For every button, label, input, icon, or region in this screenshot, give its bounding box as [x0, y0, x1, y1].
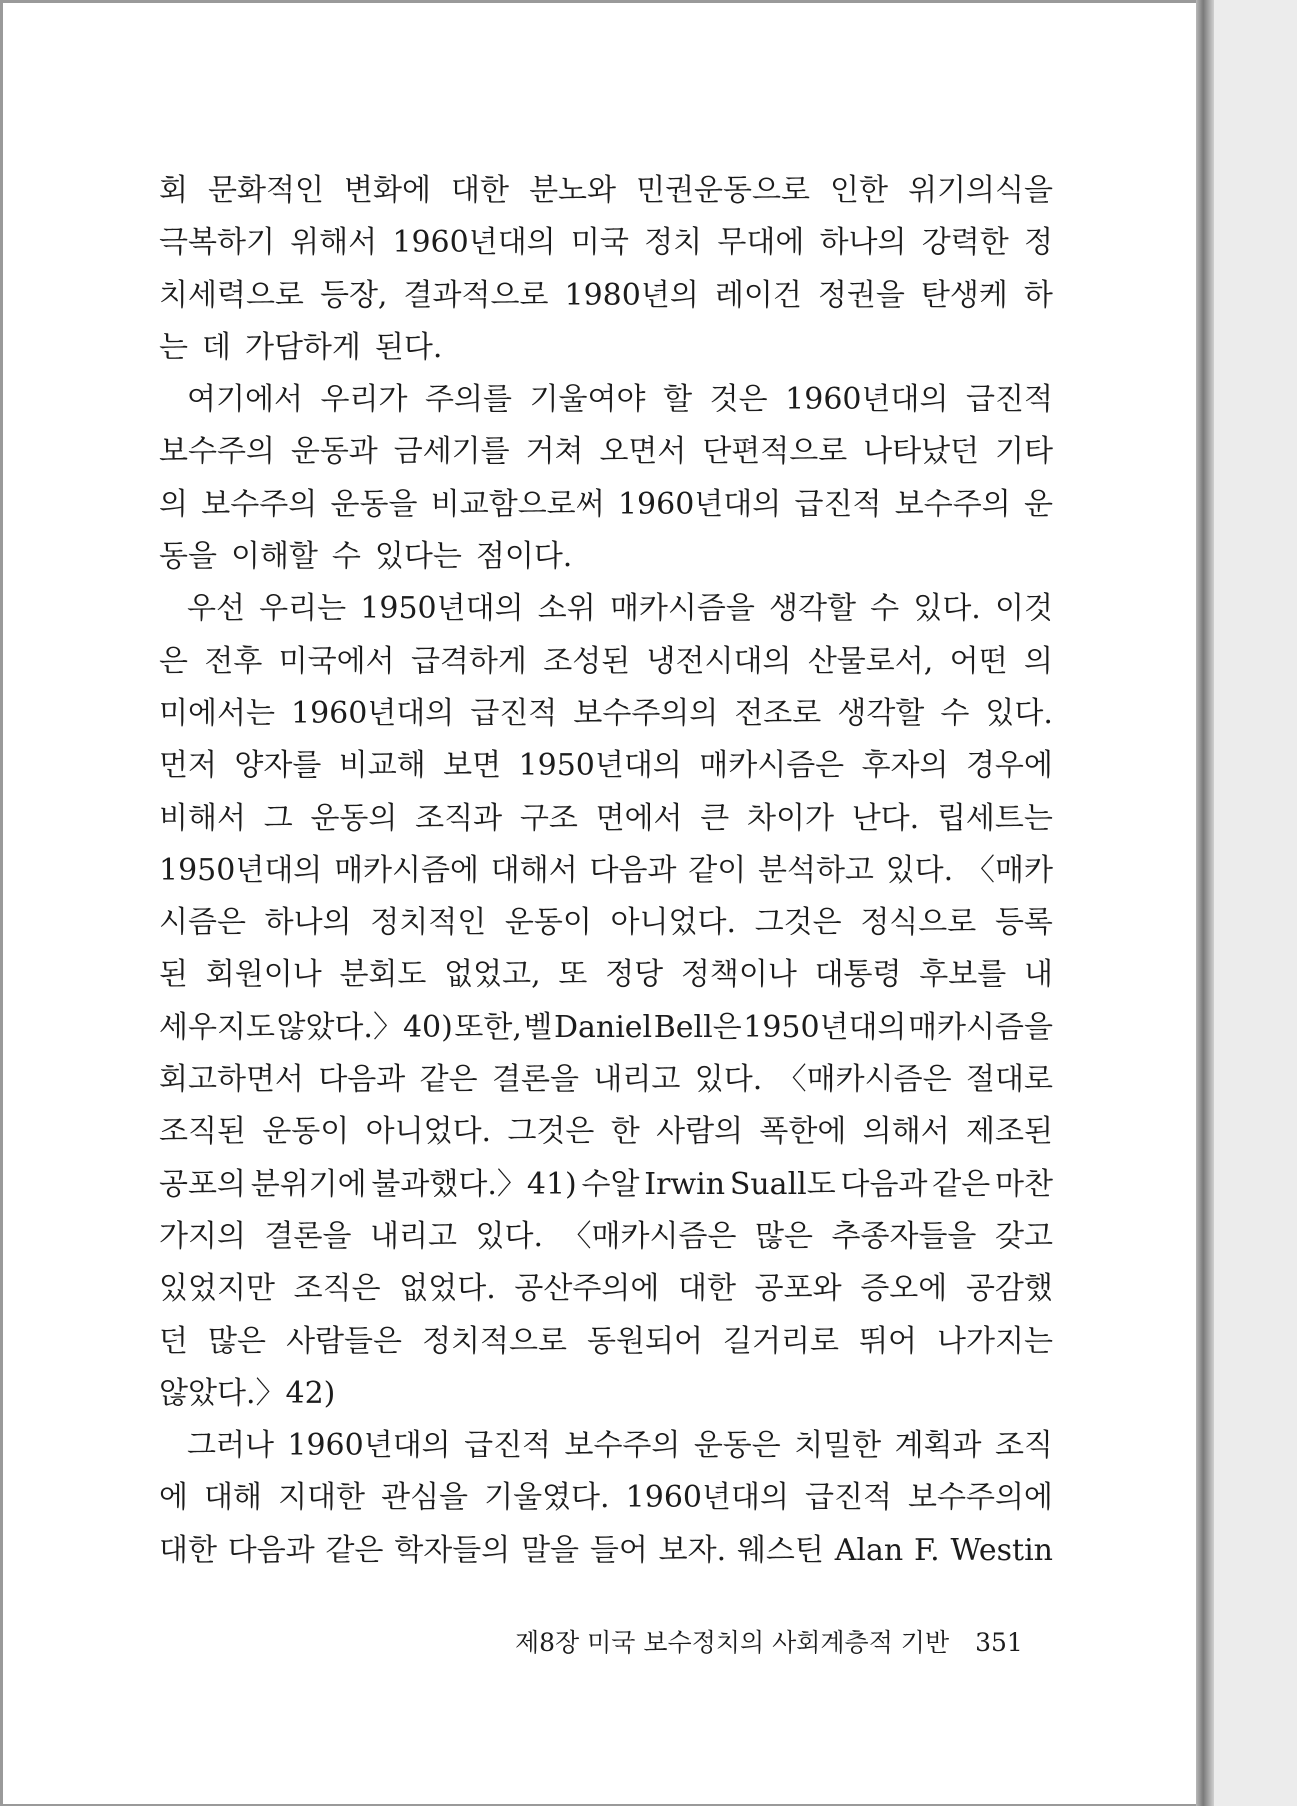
- word: 대한: [451, 173, 510, 208]
- word: 회고하면서: [159, 1062, 304, 1098]
- word: 매카시즘은: [699, 748, 845, 784]
- word: 폭한에: [759, 1114, 847, 1150]
- word: 많은: [208, 1323, 267, 1359]
- word: 극복하기: [159, 225, 275, 261]
- word: 회: [159, 173, 188, 208]
- word: 치세력으로: [159, 277, 304, 313]
- text-line: [159, 793, 1053, 845]
- text-line: [159, 1054, 1053, 1106]
- word: 지대한: [278, 1480, 366, 1516]
- word: 구조: [519, 800, 578, 836]
- word: 계획과: [894, 1428, 982, 1464]
- word: 있었지만: [159, 1271, 275, 1307]
- word: 1950년대의: [360, 591, 524, 627]
- word: 경우에: [965, 748, 1053, 784]
- word: 결론을: [264, 1218, 352, 1254]
- word: 이해할: [230, 539, 318, 575]
- word: 여기에서: [187, 382, 303, 418]
- word: 급진적: [470, 695, 558, 731]
- word: 또한,: [454, 1009, 522, 1045]
- word: 마찬: [994, 1166, 1053, 1202]
- word: 매카시즘에: [334, 852, 479, 888]
- word: 다음과: [227, 1532, 315, 1568]
- running-footer: [515, 1623, 1023, 1659]
- word: 운동의: [310, 800, 398, 836]
- word: 들어: [589, 1532, 648, 1568]
- word: Bell은: [653, 1009, 742, 1045]
- word: 사람들은: [286, 1323, 402, 1359]
- word: 기울였다.: [484, 1480, 610, 1516]
- page-number: 351: [975, 1628, 1023, 1657]
- word: 립세트는: [936, 800, 1053, 836]
- word: 수알: [581, 1166, 640, 1202]
- word: 운동이: [262, 1114, 350, 1150]
- word: F.: [913, 1532, 940, 1568]
- word: 보면: [443, 748, 502, 784]
- word: 기울여야: [529, 382, 646, 418]
- word: 정치적인: [370, 905, 487, 941]
- word: 전후: [204, 643, 263, 679]
- word: 대해서: [490, 852, 578, 888]
- word: 길거리로: [723, 1323, 839, 1359]
- word: 급진적: [794, 486, 882, 522]
- word: 1960년대의: [392, 225, 556, 261]
- word: 수: [870, 591, 900, 627]
- word: 같은: [932, 1166, 991, 1202]
- word: 않았다.〉42): [159, 1375, 336, 1411]
- word: 세우지도: [159, 1009, 275, 1045]
- word: 있다.: [475, 1218, 543, 1254]
- text-line: [159, 165, 1053, 217]
- word: 강력한: [921, 225, 1009, 261]
- text-line: [159, 1211, 1053, 1263]
- word: 벨: [523, 1009, 553, 1045]
- word: 하: [1023, 277, 1053, 313]
- word: 다음과: [318, 1062, 406, 1098]
- word: 급격하게: [410, 643, 527, 679]
- word: 1960년대의: [287, 1428, 451, 1464]
- word: 인한: [830, 173, 889, 208]
- word: 내리고: [370, 1218, 457, 1254]
- word: 결론을: [492, 1062, 579, 1098]
- word: 수: [940, 695, 970, 731]
- word: 말을: [521, 1532, 580, 1568]
- word: 대한: [678, 1271, 736, 1307]
- word: 정당: [605, 957, 664, 993]
- text-line: [159, 217, 1053, 269]
- word: 아니었다.: [365, 1114, 492, 1150]
- text-line: [159, 531, 1053, 583]
- word: 않았다.〉40): [276, 1009, 453, 1045]
- word: 있다.: [985, 695, 1053, 731]
- word: 소위: [537, 591, 596, 627]
- word: 미국: [570, 225, 629, 261]
- word: 〈매카시즘은: [776, 1062, 952, 1098]
- word: 생각할: [769, 591, 856, 627]
- word: 운동과: [290, 434, 378, 470]
- word: 이것: [995, 591, 1053, 627]
- text-line: [159, 688, 1053, 740]
- word: 된다.: [374, 329, 443, 365]
- text-line: [159, 426, 1053, 478]
- word: 큰: [700, 800, 730, 836]
- word: 급진적: [464, 1428, 552, 1464]
- text-line: [159, 1368, 1053, 1420]
- word: 운동은: [693, 1428, 781, 1464]
- word: 위기의식을: [908, 173, 1053, 208]
- text-line: [159, 1472, 1053, 1524]
- word: 난다.: [851, 800, 920, 836]
- text-line: [159, 374, 1053, 426]
- word: 아니었다.: [610, 905, 736, 941]
- word: 던: [159, 1323, 188, 1359]
- word: 1980년의: [564, 277, 699, 313]
- word: 분노와: [529, 173, 617, 208]
- word: 보수주의의: [573, 695, 719, 731]
- text-line: [159, 1525, 1053, 1577]
- word: 분위기에: [250, 1166, 367, 1202]
- word: 나타났던: [863, 434, 980, 470]
- word: 양자를: [234, 748, 322, 784]
- word: Suall도: [729, 1166, 836, 1202]
- text-line: [159, 1263, 1053, 1315]
- word: 조직과: [415, 800, 503, 836]
- text-line: [159, 1002, 1053, 1054]
- page-edge: [1196, 0, 1214, 1806]
- text-line: [159, 270, 1053, 322]
- word: 등장,: [319, 277, 388, 313]
- word: 분회도: [339, 957, 427, 993]
- word: 1960년대의: [785, 382, 949, 418]
- word: 같이: [688, 852, 747, 888]
- word: 치밀한: [794, 1428, 882, 1464]
- word: 등록: [994, 905, 1053, 941]
- word: 생각할: [837, 695, 925, 731]
- word: 그것은: [754, 905, 842, 941]
- word: 회원이나: [205, 957, 322, 993]
- word: 공산주의에: [514, 1271, 660, 1307]
- word: Alan: [834, 1532, 904, 1568]
- word: 조직: [994, 1428, 1053, 1464]
- word: 뛰어: [859, 1323, 917, 1359]
- word: 1950년대의: [743, 1009, 907, 1045]
- word: 후자의: [861, 748, 949, 784]
- word: 있다.: [694, 1062, 763, 1098]
- word: 있다.: [913, 591, 981, 627]
- word: 불과했다.〉41): [371, 1166, 577, 1202]
- word: 한: [610, 1114, 640, 1150]
- text-line: [159, 322, 1053, 374]
- word: 차이가: [747, 800, 834, 836]
- word: 운동이: [504, 905, 592, 941]
- word: 무대에: [717, 225, 805, 261]
- word: 운동을: [330, 486, 418, 522]
- chapter-title: 제8장 미국 보수정치의 사회계층적 기반: [515, 1628, 950, 1657]
- word: 같은: [419, 1062, 478, 1098]
- word: 에: [159, 1480, 188, 1516]
- word: 비교함으로써: [430, 486, 605, 522]
- word: 기타: [995, 434, 1053, 470]
- word: 같은: [325, 1532, 384, 1568]
- word: 금세기를: [393, 434, 510, 470]
- word: 1960년대의: [625, 1480, 789, 1516]
- word: 그: [263, 800, 293, 836]
- word: 냉전시대의: [646, 643, 792, 679]
- word: 조직된: [159, 1114, 246, 1150]
- word: 분석하고: [757, 852, 874, 888]
- word: 하나의: [819, 225, 907, 261]
- word: 위해서: [290, 225, 378, 261]
- word: 다음과: [840, 1166, 928, 1202]
- word: Irwin: [644, 1166, 726, 1202]
- word: 정책이나: [680, 957, 797, 993]
- word: 보수주의: [159, 434, 275, 470]
- word: 또: [558, 957, 588, 993]
- word: 비해서: [159, 800, 246, 836]
- word: 1960년대의: [290, 695, 455, 731]
- word: 먼저: [159, 748, 217, 784]
- word: 전조로: [734, 695, 822, 731]
- word: 증오에: [860, 1271, 948, 1307]
- word: 수: [331, 539, 361, 575]
- word: 조성된: [543, 643, 631, 679]
- word: 가지의: [159, 1218, 246, 1254]
- word: 동원되어: [587, 1323, 703, 1359]
- word: 주의를: [425, 382, 512, 418]
- word: 매카시즘을: [908, 1009, 1053, 1045]
- word: 할: [663, 382, 693, 418]
- word: 비교해: [338, 748, 426, 784]
- word: 레이건: [714, 277, 802, 313]
- word: 없었고,: [444, 957, 541, 993]
- text-line: [159, 636, 1053, 688]
- word: 웨스틴: [736, 1532, 824, 1568]
- word: 그것은: [507, 1114, 595, 1150]
- word: 1950년대의: [518, 748, 682, 784]
- word: 1960년대의: [617, 486, 782, 522]
- word: 정권을: [817, 277, 905, 313]
- word: 급진적: [966, 382, 1053, 418]
- word: 보수주의: [564, 1428, 681, 1464]
- word: 것은: [709, 382, 768, 418]
- word: 제조된: [966, 1114, 1053, 1150]
- word: 다음과: [589, 852, 677, 888]
- word: 보수주의: [894, 486, 1011, 522]
- text-line: [159, 583, 1053, 635]
- word: 정식으로: [860, 905, 977, 941]
- word: 1950년대의: [159, 852, 323, 888]
- text-line: [159, 740, 1053, 792]
- word: 급진적: [805, 1480, 892, 1516]
- word: 우리는: [259, 591, 347, 627]
- word: 의: [159, 486, 188, 522]
- text-line: [159, 479, 1053, 531]
- text-line: [159, 1316, 1053, 1368]
- word: 후보를: [919, 957, 1007, 993]
- word: 운: [1024, 486, 1053, 522]
- word: 추종자들을: [831, 1218, 977, 1254]
- text-line: [159, 845, 1053, 897]
- word: 은: [159, 643, 188, 679]
- word: 의: [1023, 643, 1053, 679]
- word: 관심을: [381, 1480, 469, 1516]
- word: 는: [159, 329, 188, 365]
- word: 조직은: [293, 1271, 381, 1307]
- word: 나가지는: [937, 1323, 1053, 1359]
- word: 내: [1024, 957, 1053, 993]
- word: 있다.: [885, 852, 954, 888]
- word: 갖고: [994, 1218, 1053, 1254]
- word: 변화에: [344, 173, 431, 208]
- word: 학자들의: [394, 1532, 511, 1568]
- word: 보수주의에: [908, 1480, 1053, 1516]
- word: 결과적으로: [403, 277, 549, 313]
- word: 보수주의: [201, 486, 318, 522]
- word: 면에서: [595, 800, 683, 836]
- word: 그러나: [187, 1428, 274, 1464]
- text-line: [159, 1106, 1053, 1158]
- text-line: [159, 897, 1053, 949]
- word: 정치적으로: [422, 1323, 567, 1359]
- word: 우리가: [320, 382, 408, 418]
- word: 내리고: [593, 1062, 681, 1098]
- word: Daniel: [553, 1009, 653, 1045]
- word: 사람의: [656, 1114, 744, 1150]
- word: 미에서는: [159, 695, 275, 731]
- word: 〈매카시즘은: [561, 1218, 737, 1254]
- word: 산물로서,: [807, 643, 934, 679]
- word: 보자.: [658, 1532, 727, 1568]
- word: 동을: [159, 539, 217, 575]
- word: 우선: [187, 591, 245, 627]
- text-line: [159, 1420, 1053, 1472]
- body-text: [159, 165, 1053, 1577]
- word: 점이다.: [475, 539, 573, 575]
- word: 가담하게: [244, 329, 361, 365]
- word: 하나의: [264, 905, 352, 941]
- word: 없었다.: [399, 1271, 496, 1307]
- word: 의해서: [862, 1114, 950, 1150]
- word: 단편적으로: [702, 434, 848, 470]
- word: 매카시즘을: [609, 591, 755, 627]
- word: 공감했: [965, 1271, 1053, 1307]
- word: 정: [1023, 225, 1053, 261]
- word: 많은: [755, 1218, 813, 1254]
- word: Westin: [950, 1532, 1053, 1568]
- word: 〈매카: [964, 852, 1053, 888]
- word: 시즘은: [159, 905, 246, 941]
- word: 대해: [204, 1480, 263, 1516]
- word: 민권운동으로: [636, 173, 810, 208]
- word: 절대로: [965, 1062, 1053, 1098]
- word: 어떤: [949, 643, 1008, 679]
- word: 된: [159, 957, 188, 993]
- word: 탄생케: [920, 277, 1008, 313]
- word: 데: [201, 329, 231, 365]
- word: 미국에서: [278, 643, 395, 679]
- word: 정치: [644, 225, 703, 261]
- text-line: [159, 949, 1053, 1001]
- word: 있다는: [374, 539, 462, 575]
- word: 대한: [159, 1532, 217, 1568]
- word: 문화적인: [208, 173, 324, 208]
- word: 공포와: [754, 1271, 842, 1307]
- text-line: [159, 1159, 1053, 1211]
- word: 거쳐: [525, 434, 584, 470]
- word: 오면서: [599, 434, 687, 470]
- word: 공포의: [159, 1166, 246, 1202]
- word: 대통령: [814, 957, 902, 993]
